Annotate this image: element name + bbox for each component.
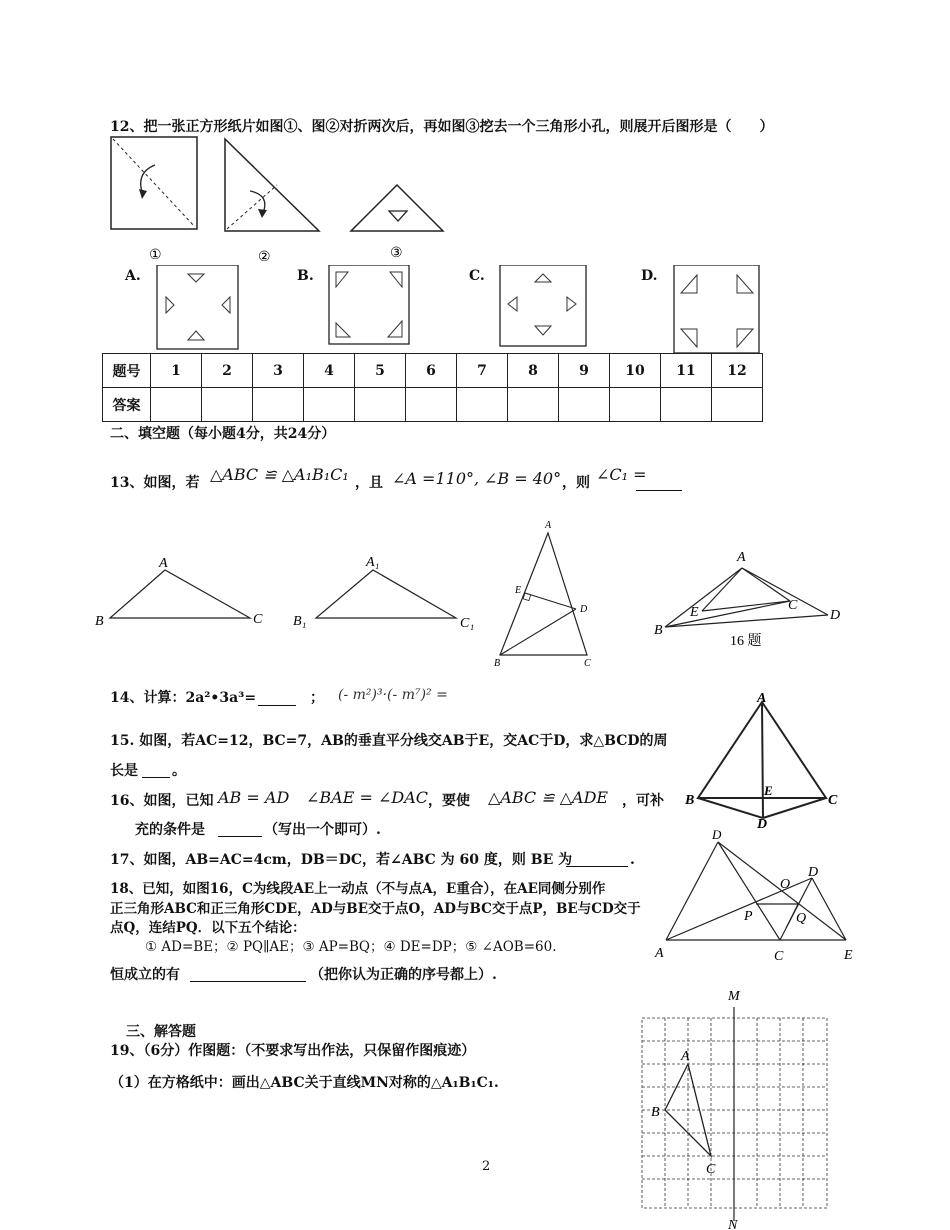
q12-fold-figures	[105, 133, 465, 265]
q15-label-b: B	[685, 793, 695, 808]
q18-line5-end: （把你认为正确的序号都上）.	[310, 967, 497, 983]
q16-cond1: AB = AD	[218, 788, 290, 807]
line-shape	[812, 878, 846, 940]
line-shape	[718, 842, 780, 940]
fig1-label: ①	[149, 248, 162, 263]
answer-table-number-row	[103, 354, 763, 388]
fig3-label-b: B	[494, 658, 501, 669]
polygon-shape	[188, 274, 204, 282]
answer-table-answer-row	[103, 388, 763, 422]
tri1-label-b: B	[95, 614, 104, 629]
fig3-label-a: A	[545, 520, 552, 531]
answer-table	[102, 353, 763, 422]
fig16-label-e: E	[690, 605, 699, 620]
q14-answer-blank-1[interactable]	[258, 690, 296, 706]
question-number-cell: 11	[661, 354, 712, 388]
grid-label-c: C	[706, 1162, 716, 1177]
rect-shape	[157, 265, 238, 349]
fig3-label-e: E	[515, 585, 522, 596]
answer-cell[interactable]	[406, 388, 457, 422]
question-number-cell: 3	[253, 354, 304, 388]
polygon-shape	[500, 533, 587, 655]
q16-suffix: ，可补	[622, 793, 664, 809]
option-a-figure[interactable]	[156, 265, 240, 351]
question-number-cell: 1	[151, 354, 202, 388]
polygon-shape	[336, 323, 350, 337]
fig16-label-a: A	[737, 550, 746, 565]
option-b-figure[interactable]	[328, 265, 412, 347]
q16-mid: ，要使	[428, 793, 470, 809]
fig18-label-c: C	[774, 949, 784, 964]
polygon-shape	[535, 326, 551, 335]
q16-line2: 充的条件是	[135, 822, 205, 838]
polygon-shape	[390, 272, 402, 287]
polygon-shape	[188, 331, 204, 340]
fig18-label-o: O	[780, 877, 791, 892]
option-d-label[interactable]: D.	[641, 268, 658, 284]
fig17-label-d-top: D	[712, 830, 722, 842]
question-number-cell: 5	[355, 354, 406, 388]
q18-line2: 正三角形ABC和正三角形CDE，AD与BE交于点O，AD与BC交于点P，BE与CD交于	[110, 901, 641, 917]
answer-cell[interactable]	[304, 388, 355, 422]
fig18-label-a: A	[655, 946, 664, 961]
answer-cell[interactable]	[712, 388, 763, 422]
line-shape	[665, 568, 742, 627]
q15-label-e: E	[764, 783, 773, 798]
answer-cell[interactable]	[457, 388, 508, 422]
q15-answer-blank[interactable]	[142, 762, 170, 778]
option-d-figure[interactable]	[673, 265, 761, 355]
q13-mid: ，且	[355, 475, 383, 491]
polygon-shape	[567, 297, 576, 311]
polygon-shape	[737, 275, 753, 293]
line-shape	[500, 609, 576, 655]
question-number-cell: 7	[457, 354, 508, 388]
grid-label-b: B	[651, 1105, 660, 1120]
polygon-shape	[681, 329, 697, 347]
polygon-shape	[316, 570, 456, 618]
grid-label-n: N	[728, 1218, 738, 1230]
answer-cell[interactable]	[508, 388, 559, 422]
q15-figure	[680, 690, 850, 830]
polygon-shape	[336, 272, 348, 287]
q19-part1: （1）在方格纸中：画出△ABC关于直线MN对称的△A₁B₁C₁.	[110, 1075, 499, 1091]
q18-line3: 点Q，连结PQ．以下五个结论：	[110, 920, 306, 936]
answer-cell[interactable]	[661, 388, 712, 422]
question-number-cell: 4	[304, 354, 355, 388]
answer-table-row1-label: 题号	[103, 354, 151, 388]
answer-cell[interactable]	[253, 388, 304, 422]
answer-cell[interactable]	[202, 388, 253, 422]
rect-shape	[329, 265, 409, 344]
fig16-label-d: D	[830, 608, 841, 623]
fig3-triangle	[351, 185, 443, 231]
polygon-shape	[166, 297, 174, 313]
question-number-cell: 2	[202, 354, 253, 388]
fig16-label-b: B	[654, 623, 663, 638]
q15-line2-end: 。	[172, 763, 186, 779]
q13-answer-blank[interactable]	[636, 474, 682, 491]
polygon-shape	[110, 570, 250, 618]
grid-label-a: A	[681, 1049, 690, 1064]
q19-heading: 19、（6分）作图题：（不要求写出作法，只保留作图痕迹）	[110, 1043, 476, 1059]
q16-cond2: ∠BAE = ∠DAC	[306, 788, 429, 807]
fig18-label-q: Q	[796, 911, 807, 926]
tri2-label-c1: C₁	[460, 616, 475, 631]
fig2-triangle	[225, 139, 319, 231]
q12-text: 12、把一张正方形纸片如图①、图②对折两次后，再如图③挖去一个三角形小孔，则展开后图形是（ ）	[110, 119, 774, 135]
q18-line5: 恒成立的有	[110, 967, 180, 983]
q17-end: .	[630, 852, 635, 868]
q17-q18-figure	[650, 830, 865, 968]
fig2-label: ②	[258, 250, 271, 265]
polygon-shape	[139, 189, 147, 199]
q14-prefix: 14、计算：2a²•3a³=	[110, 690, 257, 706]
line-shape	[666, 842, 718, 940]
page-number: 2	[482, 1159, 491, 1174]
q18-conclusions: ① AD=BE；② PQ∥AE；③ AP=BQ；④ DE=DP；⑤ ∠AOB=60.	[145, 939, 557, 955]
fig18-label-e: E	[844, 948, 853, 963]
line-shape	[763, 798, 826, 818]
polygon-shape	[535, 274, 551, 282]
q16-line2-end: （写出一个即可）.	[264, 822, 381, 838]
polygon-shape	[388, 321, 402, 337]
grid-label-m: M	[728, 989, 740, 1004]
polygon-shape	[737, 329, 753, 347]
q18-line1: 18、已知，如图16，C为线段AE上一动点（不与点A，E重合），在AE同侧分别作	[110, 881, 606, 897]
line-shape	[742, 568, 790, 601]
answer-cell[interactable]	[355, 388, 406, 422]
line-shape	[665, 601, 790, 627]
rect-shape	[674, 265, 759, 353]
polygon-shape	[222, 297, 230, 313]
q13-cond-b: ∠B = 40°	[484, 469, 562, 488]
q15-line2: 长是	[110, 763, 138, 779]
line-shape	[698, 798, 763, 818]
polygon-shape	[508, 297, 517, 311]
q19-grid-figure[interactable]	[632, 985, 837, 1230]
q13-then: ，则	[562, 475, 590, 491]
option-c-figure[interactable]	[499, 265, 589, 349]
rect-shape	[500, 265, 586, 346]
q13-prefix: 13、如图，若	[110, 475, 200, 491]
q15-label-c: C	[828, 793, 838, 808]
fig3-label: ③	[390, 246, 403, 261]
answer-cell[interactable]	[559, 388, 610, 422]
q13-congruence: △ABC ≌ △A₁B₁C₁	[210, 465, 349, 484]
polygon-shape	[681, 275, 697, 293]
q16-congruence: △ABC ≌ △ADE	[488, 788, 609, 807]
fig3-label-d: D	[580, 604, 588, 615]
fig3-hole	[389, 211, 407, 221]
tri2-label-a1: A₁	[366, 555, 380, 570]
q13-ask: ∠C₁ =	[596, 465, 647, 484]
q16-answer-blank[interactable]	[218, 821, 262, 837]
fig18-label-p: P	[744, 909, 753, 924]
q15-line1: 15. 如图，若AC=12，BC=7，AB的垂直平分线交AB于E，交AC于D，求△BCD的周	[110, 733, 668, 749]
question-number-cell: 12	[712, 354, 763, 388]
question-number-cell: 9	[559, 354, 610, 388]
tri1-label-c: C	[253, 612, 263, 627]
q14-separator: ；	[310, 690, 324, 706]
q14-expression: (- m²)³·(- m⁷)² =	[338, 687, 448, 703]
q16-prefix: 16、如图，已知	[110, 793, 214, 809]
q18-answer-blank[interactable]	[190, 966, 306, 982]
answer-cell[interactable]	[151, 388, 202, 422]
section3-heading: 三、解答题	[126, 1024, 196, 1040]
question-number-cell: 6	[406, 354, 457, 388]
option-a-label[interactable]: A.	[125, 268, 141, 284]
polygon-shape	[258, 209, 267, 218]
fig3-label-c: C	[584, 658, 591, 669]
answer-cell[interactable]	[610, 388, 661, 422]
q13-cond-a: ∠A =110°,	[392, 469, 480, 488]
fig16-caption: 16 题	[730, 634, 762, 649]
tri2-label-b1: B₁	[293, 614, 307, 629]
question-number-cell: 8	[508, 354, 559, 388]
q17-text: 17、如图，AB=AC=4cm，DB＝DC，若∠ABC 为 60 度，则 BE 为	[110, 852, 573, 868]
section2-heading: 二、填空题（每小题4分，共24分）	[110, 426, 336, 442]
fig18-label-d: D	[808, 865, 819, 880]
option-c-label[interactable]: C.	[469, 268, 485, 284]
q13-figures	[90, 515, 950, 675]
line-shape	[762, 702, 763, 818]
fig1-fold-line	[113, 139, 195, 227]
fig16-label-c: C	[788, 598, 798, 613]
answer-table-row2-label: 答案	[103, 388, 151, 422]
line-shape	[702, 568, 742, 611]
question-number-cell: 10	[610, 354, 661, 388]
option-b-label[interactable]: B.	[297, 268, 314, 284]
line-shape	[702, 601, 790, 611]
tri1-label-a: A	[159, 556, 168, 571]
q17-answer-blank[interactable]	[566, 851, 628, 867]
q15-label-d: D	[757, 817, 768, 830]
q15-label-a: A	[757, 691, 767, 706]
